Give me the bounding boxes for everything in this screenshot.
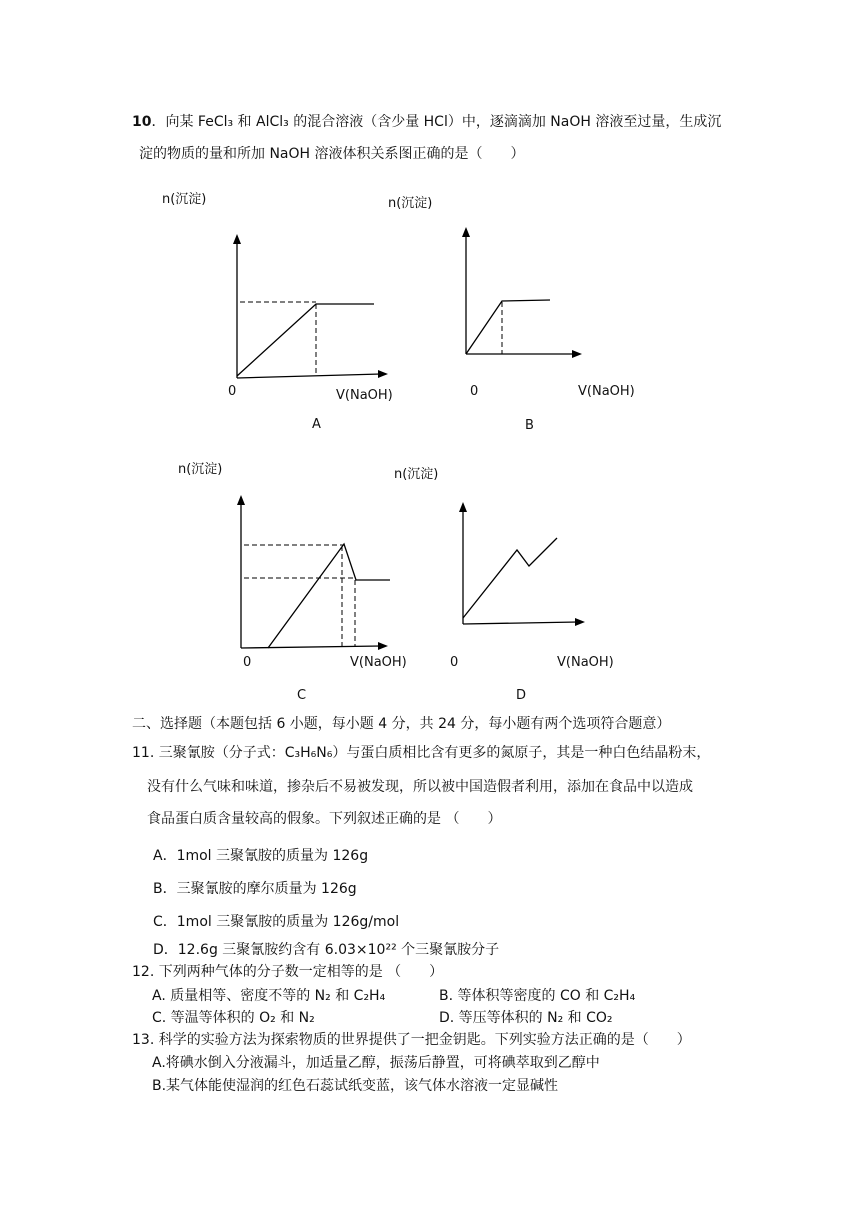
question-12-option-c: C. 等温等体积的 O₂ 和 N₂ [152, 1010, 315, 1026]
question-10-line-1: 10．向某 FeCl₃ 和 AlCl₃ 的混合溶液（含少量 HCl）中，逐滴滴加 NaOH 溶液至过量，生成沉 [132, 114, 722, 130]
graph-a-origin: 0 [228, 384, 237, 399]
graph-d-curve [463, 538, 557, 618]
question-13-stem: 13. 科学的实验方法为探索物质的世界提供了一把金钥匙。下列实验方法正确的是（ ） [132, 1032, 691, 1048]
question-11-option-a: A．1mol 三聚氰胺的质量为 126g [153, 848, 369, 864]
graph-a-letter: A [312, 417, 321, 432]
question-13-option-a: A.将碘水倒入分液漏斗，加适量乙醇，振荡后静置，可将碘萃取到乙醇中 [152, 1055, 600, 1071]
question-12-stem: 12. 下列两种气体的分子数一定相等的是 （ ） [132, 964, 444, 980]
question-11-line-1: 11. 三聚氰胺（分子式：C₃H₆N₆）与蛋白质相比含有更多的氮原子，其是一种白色结晶粉末， [132, 745, 711, 761]
graph-c-y-label: n(沉淀) [178, 462, 223, 477]
graph-c-origin: 0 [243, 655, 252, 670]
graph-c-x-label: V(NaOH) [350, 655, 407, 670]
graph-c-letter: C [297, 688, 307, 703]
graph-d-letter: D [516, 688, 527, 703]
graph-d-y-label: n(沉淀) [394, 467, 439, 482]
question-12-option-b: B. 等体积等密度的 CO 和 C₂H₄ [439, 988, 636, 1004]
question-13-option-b: B.某气体能使湿润的红色石蕊试纸变蓝，该气体水溶液一定显碱性 [152, 1078, 559, 1094]
graph-b-letter: B [525, 418, 534, 433]
graph-d-x-axis [463, 622, 578, 624]
graph-b-x-label: V(NaOH) [578, 384, 635, 399]
graph-d-origin: 0 [450, 655, 459, 670]
question-11-option-c: C．1mol 三聚氰胺的质量为 126g/mol [153, 914, 400, 930]
question-12-option-a: A. 质量相等、密度不等的 N₂ 和 C₂H₄ [152, 988, 386, 1004]
question-11-line-3: 食品蛋白质含量较高的假象。下列叙述正确的是 （ ） [147, 811, 502, 827]
graph-d-x-arrow [575, 618, 585, 626]
question-11-option-d: D．12.6g 三聚氰胺约含有 6.03×10²² 个三聚氰胺分子 [153, 942, 500, 958]
graph-a-x-label: V(NaOH) [336, 388, 393, 403]
question-10-line-2: 淀的物质的量和所加 NaOH 溶液体积关系图正确的是（ ） [139, 146, 525, 162]
question-12-option-d: D. 等压等体积的 N₂ 和 CO₂ [439, 1010, 613, 1026]
question-11-line-2: 没有什么气味和味道，掺杂后不易被发现，所以被中国造假者利用，添加在食品中以造成 [147, 779, 693, 795]
graph-b-y-label: n(沉淀) [388, 196, 433, 211]
graph-a-y-label: n(沉淀) [162, 192, 207, 207]
graph-d-y-arrow [459, 502, 467, 512]
section-2-heading: 二、选择题（本题包括 6 小题，每小题 4 分，共 24 分，每小题有两个选项符合题意） [132, 716, 671, 732]
graph-b-origin: 0 [470, 384, 479, 399]
graph-d-x-label: V(NaOH) [557, 655, 614, 670]
question-10-number: 10 [132, 114, 152, 130]
question-11-option-b: B．三聚氰胺的摩尔质量为 126g [153, 881, 357, 897]
